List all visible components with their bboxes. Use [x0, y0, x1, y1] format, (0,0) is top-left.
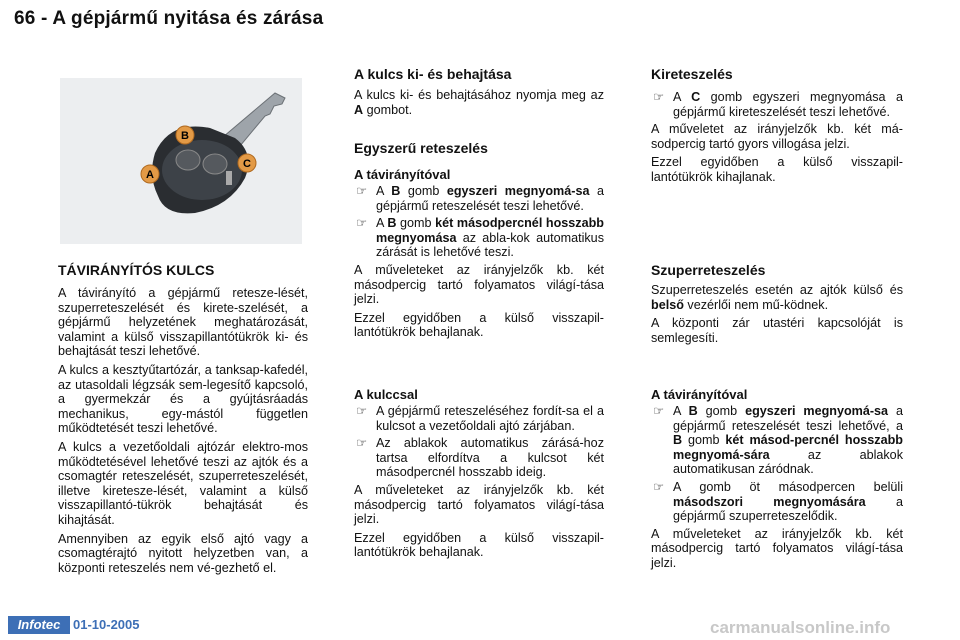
- hand-pointer-icon: ☞: [653, 404, 665, 418]
- key-label-a: A: [146, 169, 154, 181]
- middle-remote-title: A távirányítóval: [354, 167, 451, 182]
- unlock-bullet: ☞ A C gomb egyszeri megnyomása a gépjármű kireteszelését teszi lehetővé.: [653, 90, 903, 119]
- intro-end: gombot.: [363, 102, 413, 117]
- right-superlock-block: [651, 283, 903, 349]
- unlock-paragraph-1: A műveletet az irányjelzők kb. két má-sodpercig tartó gyors villogása jelzi.: [651, 122, 903, 151]
- intro-text: A kulcs ki- és behajtásához nyomja meg az: [354, 88, 604, 102]
- remote-bullet-1: ☞ A B gomb egyszeri megnyomá-sa a gépjármű reteszelését teszi lehetővé.: [356, 184, 604, 213]
- remote-paragraph-1: A műveleteket az irányjelzők kb. két másodpercig tartó folyamatos világí-tása jelzi.: [354, 262, 604, 307]
- remote-paragraph-2: Ezzel egyidőben a külső visszapil-lantótükrök behajlanak.: [354, 310, 604, 340]
- left-paragraph-4: Amennyiben az egyik első ajtó vagy a csomagtérajtó nyitott helyzetben van, a központi reteszelés nem vé-gezhető el.: [58, 531, 308, 575]
- middle-subheading: Egyszerű reteszelés: [354, 140, 488, 156]
- intro-key: A: [354, 102, 364, 117]
- right-unlock-block: [651, 90, 903, 189]
- key-photo: [60, 78, 302, 244]
- unlock-paragraph-2: Ezzel egyidőben a külső visszapil-lantótükrök kihajlanak.: [651, 155, 903, 184]
- right-remote-title: A távirányítóval: [651, 387, 748, 402]
- superlock-paragraph-2: A központi zár utastéri kapcsolóját is semlegesíti.: [651, 316, 903, 345]
- superlock-bullet-2: ☞ A gomb öt másodpercen belüli másodszori megnyomására a gépjármű szuperreteszelődik.: [653, 479, 903, 524]
- superlock-paragraph-3: A műveleteket az irányjelzők kb. két másodpercig tartó folyamatos világí-tása jelzi.: [651, 526, 903, 570]
- right-heading-2: Szuperreteszelés: [651, 262, 766, 278]
- page-title: 66 - A gépjármű nyitása és zárása: [14, 8, 324, 29]
- footer-date: 01-10-2005: [73, 617, 140, 632]
- watermark: carmanualsonline.info: [710, 618, 891, 637]
- middle-key-block: [354, 404, 604, 564]
- right-remote-block: [651, 404, 903, 575]
- key-bullet-1: ☞ A gépjármű reteszeléséhez fordít-sa el a kulcsot a vezetőoldali ajtó zárjában.: [356, 404, 604, 433]
- hand-pointer-icon: ☞: [356, 436, 368, 451]
- middle-remote-block: [354, 184, 604, 344]
- superlock-bullet-1: ☞ A B gomb egyszeri megnyomá-sa a gépjármű reteszelését teszi lehetővé, a B gomb két másod-percnél hosszabb megnyomá-sára az ablakok automatikusan záródnak.: [653, 404, 903, 477]
- key-bullet-2: ☞ Az ablakok automatikus zárásá-hoz tartsa elfordítva a kulcsot két másodpercnél hosszabb ideig.: [356, 436, 604, 480]
- left-paragraph-1: A távirányító a gépjármű retesze-lését, szuperreteszelését és kirete-szelését, a gépjármű helyzetének meghatározását, valamint a külső visszapillantótükrök ki- és behajtását teszi lehetővé.: [58, 286, 308, 359]
- hand-pointer-icon: ☞: [356, 404, 368, 418]
- key-label-b: B: [181, 130, 189, 142]
- middle-intro: [354, 88, 604, 121]
- middle-heading: A kulcs ki- és behajtása: [354, 66, 512, 82]
- key-paragraph-1: A műveleteket az irányjelzők kb. két másodpercig tartó folyamatos világí-tása jelzi.: [354, 482, 604, 527]
- left-heading: TÁVIRÁNYÍTÓS KULCS: [58, 262, 215, 278]
- left-paragraph-2: A kulcs a kesztyűtartózár, a tanksap-kafedél, az utasoldali légzsák sem-legesítő kapcsoló, a gyermekzár és a gyújtásráadás mechanikus, egy-mástól független működtetését teszi lehetővé.: [58, 362, 308, 436]
- key-label-c: C: [243, 158, 251, 170]
- hand-pointer-icon: ☞: [356, 216, 368, 231]
- right-heading: Kireteszelés: [651, 66, 733, 82]
- middle-key-title: A kulccsal: [354, 387, 418, 402]
- hand-pointer-icon: ☞: [653, 90, 665, 104]
- remote-bullet-2: ☞ A B gomb két másodpercnél hosszabb megnyomása az abla-kok automatikus zárását is lehetővé teszi.: [356, 216, 604, 260]
- hand-pointer-icon: ☞: [653, 479, 665, 494]
- remote-key-icon: [60, 78, 302, 244]
- left-paragraph-3: A kulcs a vezetőoldali ajtózár elektro-mos működtetésével lehetővé teszi az ajtók és a csomagtér reteszelését, szuperreteszelését, illetve kireteszе-lését, valamint a külső visszapillantó-tükrök behajtását és kihajtását.: [58, 439, 308, 527]
- hand-pointer-icon: ☞: [356, 184, 368, 198]
- key-paragraph-2: Ezzel egyidőben a külső visszapil-lantótükrök behajlanak.: [354, 530, 604, 560]
- infotec-logo: Infotec: [8, 616, 70, 634]
- left-body: [58, 286, 308, 579]
- superlock-paragraph-1: Szuperreteszelés esetén az ajtók külső és belső vezérlői nem mű-ködnek.: [651, 283, 903, 312]
